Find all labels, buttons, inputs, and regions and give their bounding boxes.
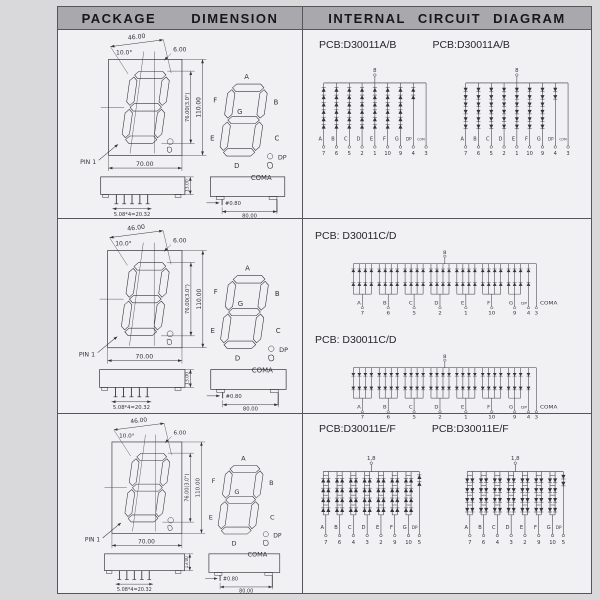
svg-text:COMA: COMA: [540, 404, 558, 411]
svg-text:6.00: 6.00: [173, 237, 187, 245]
svg-text:DP: DP: [521, 404, 527, 410]
svg-text:COM: COM: [417, 137, 425, 142]
svg-text:DP: DP: [555, 525, 562, 531]
svg-text:A: A: [245, 264, 250, 273]
svg-text:PIN 1: PIN 1: [80, 159, 97, 167]
svg-text:A: A: [357, 404, 361, 411]
svg-text:4: 4: [526, 415, 531, 421]
svg-text:A: A: [320, 525, 325, 532]
svg-text:110.00: 110.00: [196, 97, 203, 118]
svg-text:C: C: [270, 513, 275, 522]
svg-text:46.00: 46.00: [127, 32, 146, 42]
circuit-panel-ef: [303, 414, 591, 593]
front-digit: [120, 263, 170, 336]
svg-text:6: 6: [386, 311, 390, 317]
svg-text:3: 3: [534, 311, 539, 317]
svg-text:4: 4: [411, 151, 415, 158]
svg-text:E: E: [208, 513, 213, 522]
svg-text:1: 1: [515, 151, 519, 158]
svg-text:70.00: 70.00: [138, 539, 155, 546]
svg-text:#0.80: #0.80: [225, 394, 242, 401]
package-panel-2: [58, 219, 303, 413]
svg-text:5: 5: [347, 151, 351, 158]
svg-text:1,8: 1,8: [366, 455, 376, 462]
section-d30011ab: [58, 30, 591, 219]
svg-text:G: G: [234, 488, 240, 497]
svg-text:7: 7: [322, 151, 326, 158]
svg-text:70.00: 70.00: [135, 353, 154, 361]
svg-text:DP: DP: [273, 532, 282, 540]
svg-text:80.00: 80.00: [242, 213, 257, 220]
svg-text:5: 5: [489, 151, 493, 158]
svg-text:3: 3: [534, 415, 539, 421]
svg-text:B: B: [274, 290, 280, 299]
svg-text:B: B: [383, 300, 387, 307]
front-digit: [121, 71, 171, 143]
svg-text:C: C: [408, 300, 413, 307]
svg-text:13.00: 13.00: [185, 556, 191, 569]
svg-text:8: 8: [373, 68, 377, 75]
svg-text:F: F: [534, 525, 537, 532]
svg-text:G: G: [508, 404, 514, 411]
svg-text:10.0°: 10.0°: [119, 433, 135, 440]
svg-text:6: 6: [334, 151, 339, 158]
svg-text:3: 3: [424, 151, 428, 158]
svg-text:PIN 1: PIN 1: [78, 351, 96, 359]
svg-text:13.00: 13.00: [185, 179, 191, 193]
svg-text:1,8: 1,8: [510, 455, 520, 462]
svg-text:E: E: [210, 326, 215, 335]
svg-text:1: 1: [464, 415, 468, 421]
svg-text:5.08*4=20.32: 5.08*4=20.32: [113, 212, 151, 219]
svg-text:D: D: [505, 525, 510, 532]
svg-text:D: D: [498, 136, 503, 143]
svg-text:#0.80: #0.80: [225, 201, 241, 208]
svg-text:C: C: [492, 525, 496, 532]
svg-text:E: E: [519, 525, 524, 532]
section-d30011ef: [58, 414, 591, 593]
svg-text:D: D: [434, 300, 439, 307]
svg-text:F: F: [487, 300, 491, 307]
svg-text:7: 7: [468, 539, 472, 546]
svg-text:B: B: [269, 478, 274, 487]
svg-text:DP: DP: [405, 136, 412, 142]
svg-text:COMA: COMA: [247, 550, 268, 559]
svg-text:D: D: [231, 539, 237, 548]
svg-text:COMA: COMA: [250, 173, 272, 182]
svg-text:10.0°: 10.0°: [116, 49, 133, 57]
svg-text:9: 9: [537, 539, 541, 546]
svg-text:F: F: [525, 136, 528, 143]
svg-text:5: 5: [417, 539, 422, 546]
svg-text:G: G: [546, 525, 551, 532]
svg-text:6: 6: [386, 415, 390, 421]
header-bar: [58, 7, 591, 30]
svg-text:4: 4: [553, 151, 557, 158]
svg-text:G: G: [237, 108, 243, 117]
svg-text:7: 7: [324, 539, 328, 546]
svg-text:7: 7: [464, 151, 468, 158]
svg-text:5: 5: [412, 415, 416, 421]
svg-text:E: E: [461, 300, 465, 307]
svg-text:10: 10: [488, 311, 496, 317]
svg-text:C: C: [275, 326, 281, 335]
svg-text:4: 4: [351, 539, 356, 546]
svg-text:3: 3: [509, 539, 513, 546]
svg-text:C: C: [408, 404, 413, 411]
svg-text:B: B: [383, 404, 387, 411]
svg-text:2: 2: [360, 151, 364, 158]
header-internal-circuit-diagram: INTERNAL CIRCUIT DIAGRAM: [328, 10, 566, 26]
svg-text:10: 10: [405, 539, 412, 546]
svg-text:PIN 1: PIN 1: [84, 537, 101, 544]
circuit-common-anode-ef: [457, 448, 587, 564]
svg-text:4: 4: [495, 539, 500, 546]
svg-text:10: 10: [488, 415, 496, 421]
svg-text:3: 3: [566, 151, 570, 158]
svg-text:46.00: 46.00: [130, 417, 148, 426]
svg-text:8: 8: [443, 250, 447, 256]
svg-text:D: D: [356, 136, 361, 143]
svg-text:DP: DP: [277, 154, 287, 162]
svg-text:70.00: 70.00: [135, 160, 154, 168]
svg-text:C: C: [274, 134, 280, 143]
svg-text:4: 4: [526, 311, 531, 317]
pcb-title-cd-bottom: PCB: D30011C/D: [315, 334, 397, 346]
segment-letter-digit: [217, 466, 264, 535]
svg-text:COMA: COMA: [251, 366, 273, 375]
svg-text:E: E: [375, 525, 380, 532]
svg-text:110.00: 110.00: [195, 288, 203, 310]
svg-text:A: A: [460, 136, 464, 143]
svg-text:76.00(3.0"): 76.00(3.0"): [184, 473, 191, 502]
svg-text:B: B: [331, 136, 335, 143]
svg-text:1: 1: [373, 151, 377, 158]
segment-letter-digit: [219, 84, 269, 156]
circuit-panel-ab: [303, 30, 591, 218]
package-panel-1: [58, 30, 303, 218]
svg-text:8: 8: [515, 68, 519, 75]
svg-text:C: C: [486, 136, 490, 143]
svg-text:G: G: [237, 300, 244, 309]
svg-text:10: 10: [526, 151, 533, 158]
svg-text:76.00(3.0"): 76.00(3.0"): [184, 284, 191, 315]
svg-text:2: 2: [379, 539, 383, 546]
package-drawing-2: [58, 219, 302, 413]
svg-text:C: C: [344, 136, 348, 143]
svg-text:76.00(3.0"): 76.00(3.0"): [184, 92, 191, 123]
circuit-common-cathode-ef: [313, 448, 443, 564]
svg-text:110.00: 110.00: [195, 477, 202, 498]
svg-text:6: 6: [337, 539, 342, 546]
svg-text:E: E: [461, 404, 465, 411]
package-drawing-1: [58, 30, 302, 218]
front-digit: [124, 453, 171, 522]
pcb-title-ab-left: PCB:D30011A/B: [319, 39, 397, 51]
svg-text:A: A: [244, 72, 249, 81]
svg-text:9: 9: [512, 311, 517, 317]
svg-text:9: 9: [540, 151, 545, 158]
svg-text:B: B: [334, 525, 338, 532]
pcb-title-ef-left: PCB:D30011E/F: [319, 423, 396, 435]
svg-text:5: 5: [561, 539, 566, 546]
circuit-common-cathode-cd: [333, 247, 577, 323]
svg-text:9: 9: [393, 539, 397, 546]
svg-text:E: E: [369, 136, 374, 143]
svg-text:8: 8: [443, 354, 447, 360]
svg-text:2: 2: [523, 539, 527, 546]
svg-text:1: 1: [464, 311, 468, 317]
svg-text:C: C: [348, 525, 352, 532]
svg-text:F: F: [390, 525, 393, 532]
svg-text:2: 2: [438, 311, 442, 317]
svg-text:6: 6: [481, 539, 486, 546]
svg-text:7: 7: [360, 415, 365, 421]
circuit-common-anode-ab: [455, 64, 583, 164]
svg-text:13.00: 13.00: [185, 371, 191, 386]
svg-text:6.00: 6.00: [173, 46, 187, 54]
package-drawing-3: [58, 414, 302, 593]
section-d30011cd: [58, 219, 591, 421]
svg-text:5.08*4=20.32: 5.08*4=20.32: [116, 587, 152, 594]
svg-text:G: G: [394, 136, 399, 143]
svg-text:5: 5: [412, 311, 416, 317]
svg-text:DP: DP: [547, 136, 554, 142]
svg-text:80.00: 80.00: [239, 588, 254, 595]
svg-text:COMA: COMA: [540, 300, 558, 307]
svg-text:COM: COM: [559, 137, 567, 142]
svg-text:9: 9: [512, 415, 517, 421]
svg-text:DP: DP: [521, 300, 527, 306]
svg-text:10: 10: [384, 151, 391, 158]
svg-text:E: E: [511, 136, 516, 143]
pcb-title-ab-right: PCB:D30011A/B: [432, 39, 510, 51]
svg-text:D: D: [234, 162, 240, 171]
datasheet-sheet: [57, 6, 592, 594]
svg-text:6: 6: [476, 151, 481, 158]
svg-text:46.00: 46.00: [126, 223, 146, 233]
svg-text:9: 9: [398, 151, 403, 158]
svg-text:D: D: [434, 404, 439, 411]
svg-text:G: G: [508, 300, 514, 307]
svg-text:DP: DP: [411, 525, 418, 531]
svg-text:3: 3: [365, 539, 369, 546]
svg-text:F: F: [213, 288, 218, 297]
svg-text:A: A: [357, 300, 361, 307]
segment-letter-digit: [219, 276, 269, 349]
svg-text:A: A: [464, 525, 469, 532]
svg-text:80.00: 80.00: [242, 406, 258, 413]
svg-text:10: 10: [549, 539, 556, 546]
svg-text:2: 2: [438, 415, 442, 421]
circuit-panel-cd: [303, 219, 591, 421]
svg-text:F: F: [383, 136, 386, 143]
svg-text:F: F: [487, 404, 491, 411]
pcb-title-ef-right: PCB:D30011E/F: [431, 423, 509, 435]
svg-text:#0.80: #0.80: [222, 576, 239, 583]
svg-text:G: G: [402, 525, 407, 532]
circuit-common-cathode-ab: [313, 64, 441, 164]
svg-text:2: 2: [502, 151, 506, 158]
svg-text:F: F: [213, 96, 218, 105]
svg-text:B: B: [273, 98, 279, 107]
svg-text:6.00: 6.00: [173, 430, 187, 437]
header-package-dimension: PACKAGE DIMENSION: [58, 7, 303, 29]
svg-text:G: G: [536, 136, 541, 143]
svg-text:E: E: [210, 134, 215, 143]
pcb-title-cd-top: PCB: D30011C/D: [315, 230, 397, 242]
svg-text:7: 7: [360, 311, 365, 317]
package-panel-3: [58, 414, 303, 593]
svg-text:5.08*4=20.32: 5.08*4=20.32: [112, 405, 150, 412]
svg-text:D: D: [361, 525, 366, 532]
svg-text:DP: DP: [279, 346, 289, 355]
svg-text:B: B: [473, 136, 477, 143]
svg-text:F: F: [211, 476, 216, 485]
svg-text:A: A: [318, 136, 322, 143]
svg-text:D: D: [234, 354, 241, 363]
svg-text:B: B: [478, 525, 482, 532]
svg-text:10.0°: 10.0°: [115, 240, 132, 248]
svg-text:A: A: [241, 454, 246, 463]
